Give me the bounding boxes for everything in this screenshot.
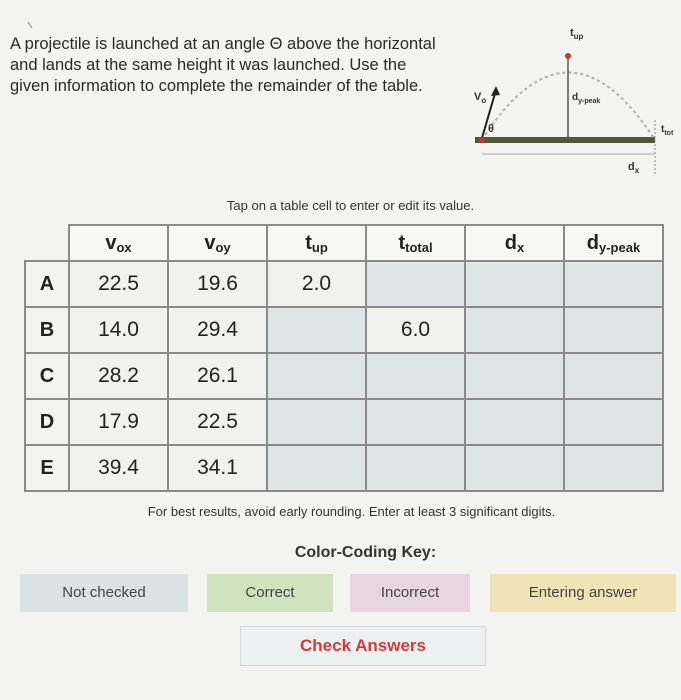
row-label-d: D	[25, 399, 69, 445]
cell-d-tup[interactable]	[267, 399, 366, 445]
cell-e-dypeak[interactable]	[564, 445, 663, 491]
peak-point	[565, 53, 571, 59]
projectile-diagram	[460, 20, 681, 190]
cell-d-dypeak[interactable]	[564, 399, 663, 445]
column-header-tup: $t_{up}$	[267, 225, 366, 261]
check-answers-button[interactable]: Check Answers	[240, 626, 486, 666]
column-header-dx: $d_x$	[465, 225, 564, 261]
rounding-note: For best results, avoid early rounding. Enter at least 3 significant digits.	[147, 504, 556, 519]
cell-d-ttotal[interactable]	[366, 399, 465, 445]
cell-e-tup[interactable]	[267, 445, 366, 491]
table-row	[25, 307, 663, 353]
launch-point	[479, 137, 485, 143]
key-correct: Correct	[207, 574, 333, 612]
cell-e-voy: 34.1	[168, 445, 267, 491]
cell-c-vox: 28.2	[69, 353, 168, 399]
cell-e-ttotal[interactable]	[366, 445, 465, 491]
table-row	[25, 261, 663, 307]
cell-a-ttotal[interactable]	[366, 261, 465, 307]
ttot-label: $t_{tot}$	[661, 124, 674, 137]
column-header-voy: $v_{oy}$	[168, 225, 267, 261]
cell-b-vox: 14.0	[69, 307, 168, 353]
cell-a-dypeak[interactable]	[564, 261, 663, 307]
table-row	[25, 445, 663, 491]
cell-d-voy: 22.5	[168, 399, 267, 445]
cell-b-tup[interactable]	[267, 307, 366, 353]
cell-e-vox: 39.4	[69, 445, 168, 491]
key-not-checked: Not checked	[20, 574, 188, 612]
cell-b-dx[interactable]	[465, 307, 564, 353]
cell-b-voy: 29.4	[168, 307, 267, 353]
cell-a-dx[interactable]	[465, 261, 564, 307]
cell-d-vox: 17.9	[69, 399, 168, 445]
cell-d-dx[interactable]	[465, 399, 564, 445]
dx-label: $d_x$	[628, 161, 640, 175]
data-table	[24, 224, 664, 492]
dypeak-label: $d_{y-peak}$	[572, 92, 601, 105]
column-header-vox: $v_{ox}$	[69, 225, 168, 261]
ground-line	[475, 137, 655, 143]
cell-b-ttotal: 6.0	[366, 307, 465, 353]
table-row	[25, 353, 663, 399]
cell-e-dx[interactable]	[465, 445, 564, 491]
row-label-e: E	[25, 445, 69, 491]
cell-b-dypeak[interactable]	[564, 307, 663, 353]
vector-arrowhead	[491, 86, 500, 96]
row-label-b: B	[25, 307, 69, 353]
color-key-title: Color-Coding Key:	[294, 544, 437, 561]
theta-label: θ	[488, 123, 494, 135]
tap-hint: Tap on a table cell to enter or edit its value.	[226, 198, 475, 213]
column-header-dypeak: $d_{y-peak}$	[564, 225, 663, 261]
column-header-ttotal: $t_{total}$	[366, 225, 465, 261]
tup-label: $t_{up}$	[570, 27, 584, 41]
cell-a-voy: 19.6	[168, 261, 267, 307]
checkmark-icon	[27, 20, 37, 30]
row-label-a: A	[25, 261, 69, 307]
table-corner	[25, 225, 69, 261]
cell-c-dx[interactable]	[465, 353, 564, 399]
table-row	[25, 399, 663, 445]
row-label-c: C	[25, 353, 69, 399]
problem-prompt: A projectile is launched at an angle Θ above the horizontal and lands at the same height it was launched. Use the given information to complete the remainder of the table.	[10, 35, 436, 95]
cell-c-ttotal[interactable]	[366, 353, 465, 399]
cell-c-voy: 26.1	[168, 353, 267, 399]
key-incorrect: Incorrect	[350, 574, 470, 612]
key-entering-answer: Entering answer	[490, 574, 676, 612]
cell-a-vox: 22.5	[69, 261, 168, 307]
cell-c-tup[interactable]	[267, 353, 366, 399]
cell-c-dypeak[interactable]	[564, 353, 663, 399]
vo-label: $V_o$	[474, 91, 487, 105]
cell-a-tup: 2.0	[267, 261, 366, 307]
